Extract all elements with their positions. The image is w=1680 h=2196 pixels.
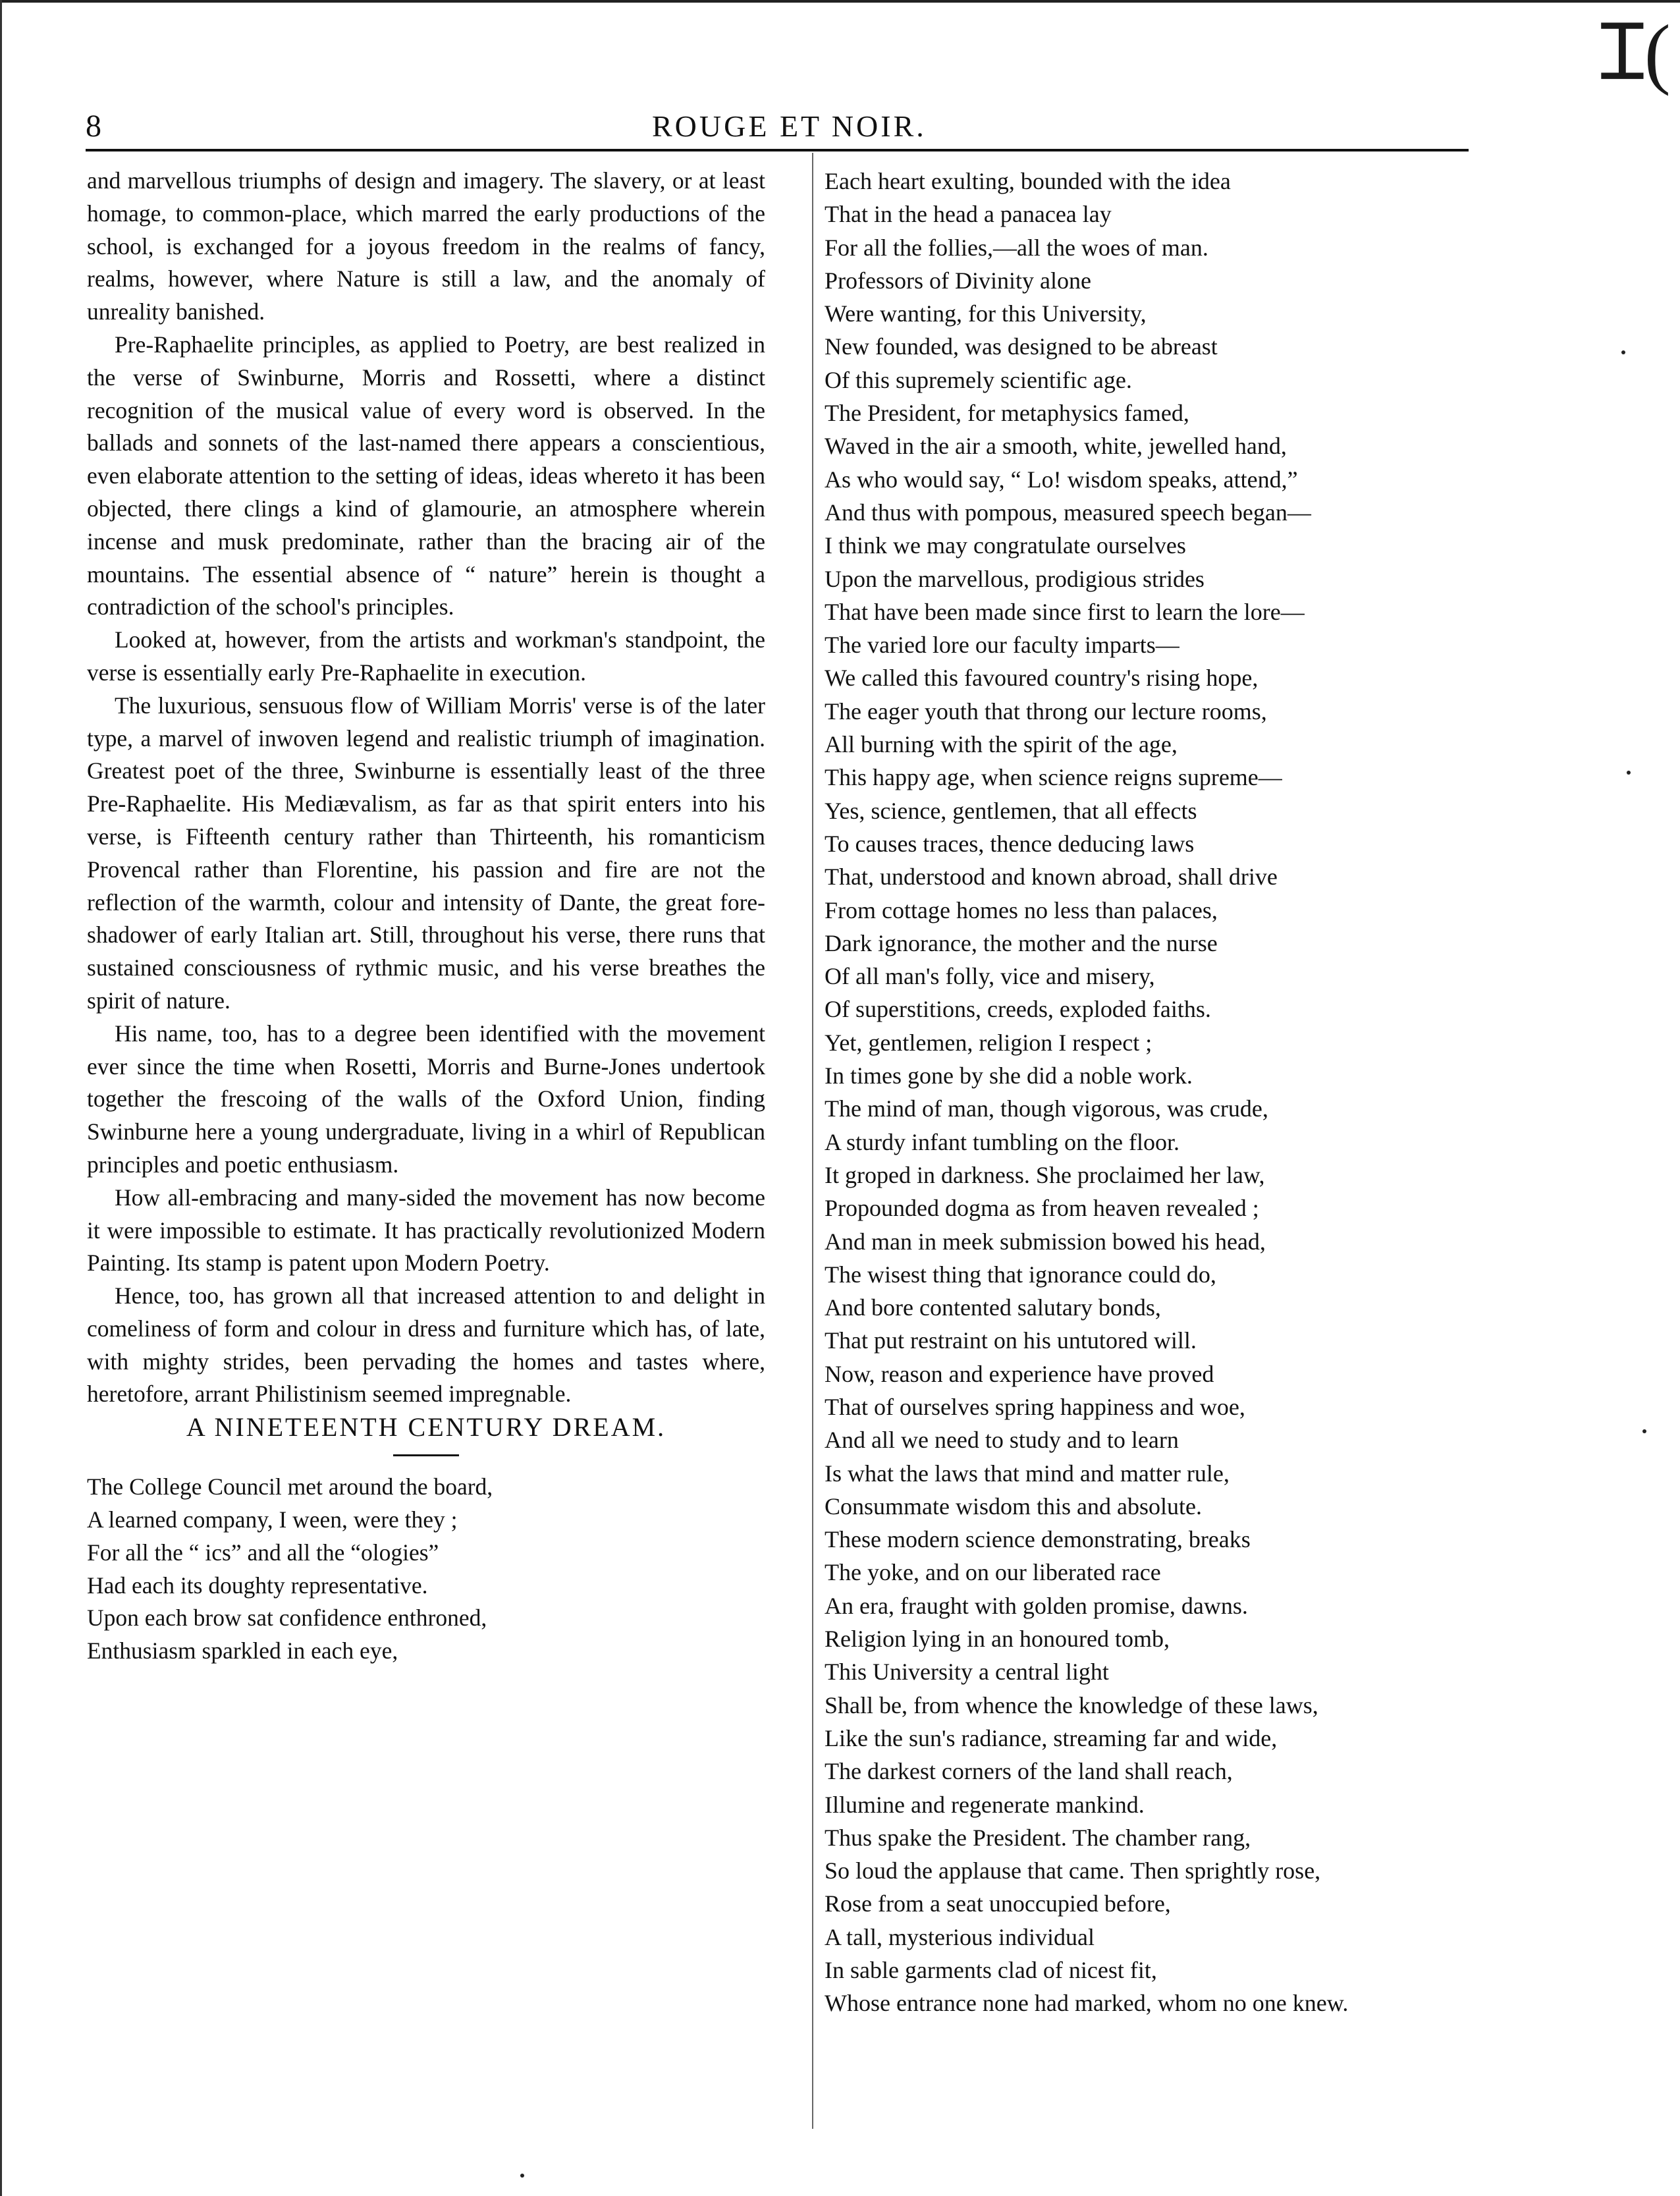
poem-line: Like the sun's radiance, streaming far and wide, <box>825 1724 1278 1751</box>
corner-mark: Ɪ( <box>1600 9 1671 96</box>
scan-speck <box>1627 771 1631 775</box>
poem-line: Religion lying in an honoured tomb, <box>825 1626 1170 1653</box>
poem-line: So loud the applause that came. Then sprightly rose, <box>825 1857 1321 1884</box>
poem-line: Of superstitions, creeds, exploded faiths. <box>825 996 1211 1023</box>
poem-line: And bore contented salutary bonds, <box>825 1294 1161 1321</box>
poem-line: A learned company, I ween, were they ; <box>87 1506 458 1533</box>
poem-line: Is what the laws that mind and matter rule, <box>825 1460 1230 1487</box>
poem-line: Enthusiasm sparkled in each eye, <box>87 1637 398 1664</box>
poem-line: The wisest thing that ignorance could do, <box>825 1261 1216 1288</box>
poem-line: Yes, science, gentlemen, that all effects <box>825 797 1197 824</box>
poem-line: That put restraint on his untutored will. <box>825 1327 1197 1354</box>
paragraph: Looked at, however, from the artists and workman's standpoint, the verse is essentially early Pre-Raphaelite in execution. <box>87 626 765 686</box>
poem-line: These modern science demonstrating, breaks <box>825 1526 1251 1553</box>
poem-line: I think we may congratulate ourselves <box>825 532 1186 559</box>
poem-line: In times gone by she did a noble work. <box>825 1062 1193 1089</box>
poem-line: The yoke, and on our liberated race <box>825 1559 1161 1586</box>
poem-line: The College Council met around the board, <box>87 1473 493 1500</box>
scan-speck <box>520 2174 524 2178</box>
poem-line: Of all man's folly, vice and misery, <box>825 963 1155 990</box>
poem-line: Waved in the air a smooth, white, jewelled hand, <box>825 433 1287 460</box>
poem-line: For all the follies,—all the woes of man. <box>825 234 1208 261</box>
poem-line: This happy age, when science reigns supreme— <box>825 764 1282 791</box>
poem-line: This University a central light <box>825 1659 1109 1686</box>
poem-line: Had each its doughty representative. <box>87 1572 428 1599</box>
poem-opening-lines <box>87 1471 765 1668</box>
poem-line: An era, fraught with golden promise, dawns. <box>825 1592 1248 1619</box>
poem-line: Illumine and regenerate mankind. <box>825 1791 1145 1818</box>
poem-line: And man in meek submission bowed his head, <box>825 1228 1266 1255</box>
scan-edge-top <box>0 0 1680 17</box>
poem-line: In sable garments clad of nicest fit, <box>825 1957 1157 1984</box>
scan-speck <box>1642 1429 1646 1433</box>
poem-line: A tall, mysterious individual <box>825 1923 1095 1950</box>
poem-line: That of ourselves spring happiness and woe, <box>825 1393 1245 1420</box>
poem-line: Rose from a seat unoccupied before, <box>825 1890 1171 1917</box>
scan-speck <box>1621 350 1625 354</box>
left-column <box>87 165 765 1668</box>
poem-line: For all the “ ics” and all the “ologies” <box>87 1539 439 1566</box>
running-title: ROUGE ET NOIR. <box>652 109 927 143</box>
right-column-poem <box>825 165 1483 2020</box>
poem-title-rule <box>393 1454 459 1456</box>
poem-line: Dark ignorance, the mother and the nurse <box>825 929 1218 956</box>
poem-line: A sturdy infant tumbling on the floor. <box>825 1128 1179 1155</box>
poem-line: New founded, was designed to be abreast <box>825 333 1218 360</box>
poem-line: The mind of man, though vigorous, was crude, <box>825 1095 1268 1122</box>
poem-line: The President, for metaphysics famed, <box>825 400 1189 427</box>
poem-line: Were wanting, for this University, <box>825 300 1147 327</box>
poem-line: Upon each brow sat confidence enthroned, <box>87 1605 487 1632</box>
poem-line: From cottage homes no less than palaces, <box>825 896 1218 923</box>
poem-line: That in the head a panacea lay <box>825 201 1112 228</box>
poem-line: Thus spake the President. The chamber rang, <box>825 1824 1251 1851</box>
poem-line: Shall be, from whence the knowledge of these laws, <box>825 1691 1318 1718</box>
poem-title: A NINETEENTH CENTURY DREAM. <box>186 1412 666 1442</box>
poem-line: That, understood and known abroad, shall drive <box>825 864 1278 891</box>
poem-line: Consummate wisdom this and absolute. <box>825 1493 1202 1520</box>
poem-line: Upon the marvellous, prodigious strides <box>825 565 1205 592</box>
poem-line: We called this favoured country's rising hope, <box>825 665 1259 692</box>
poem-line: It groped in darkness. She proclaimed her law, <box>825 1161 1265 1188</box>
poem-line: To causes traces, thence deducing laws <box>825 830 1195 857</box>
paragraph: and marvellous triumphs of design and imagery. The slavery, or at least homage, to common-place, which marred the early productions of the school, is exchanged for a joyous freedom in the realms of fancy, realms, however, where Nature is still a law, and the anomaly of unreality banished. <box>87 167 765 325</box>
poem-line: All burning with the spirit of the age, <box>825 731 1178 758</box>
header-rule <box>86 149 1469 151</box>
running-head <box>86 105 1469 148</box>
poem-line: Yet, gentlemen, religion I respect ; <box>825 1029 1152 1056</box>
paragraph: His name, too, has to a degree been identified with the movement ever since the time when Rosetti, Morris and Burne-Jones undertook together the frescoing of the walls of the Oxford Union, finding Swinburne here a young undergraduate, living in a whirl of Republican principles and poetic enthusiasm. <box>87 1020 765 1178</box>
page-number: 8 <box>86 109 101 144</box>
poem-line: Propounded dogma as from heaven revealed ; <box>825 1195 1259 1222</box>
poem-line: Now, reason and experience have proved <box>825 1360 1214 1387</box>
poem-line: Each heart exulting, bounded with the idea <box>825 168 1231 194</box>
poem-line: The eager youth that throng our lecture rooms, <box>825 698 1267 725</box>
poem-line: That have been made since first to learn the lore— <box>825 598 1305 625</box>
column-divider <box>812 153 813 2129</box>
poem-line: Of this supremely scientific age. <box>825 366 1132 393</box>
paragraph: How all-embracing and many-sided the movement has now become it were impossible to estimate. It has practically revolutionized Modern Painting. Its stamp is patent upon Modern Poetry. <box>87 1184 765 1276</box>
paragraph: The luxurious, sensuous flow of William Morris' verse is of the later type, a marvel of inwoven legend and realistic triumph of imagination. Greatest poet of the three, Swinburne is essentially least of the three Pre-Raphaelite. His Mediævalism, as far as that spirit enters into his verse, is Fifteenth century rather than Thirteenth, his romanticism Provencal rather than Florentine, his passion and fire are not the reflection of the warmth, colour and intensity of Dante, the great fore-shadower of early Italian art. Still, throughout his verse, there runs that sustained consciousness of rythmic music, and his verse breathes the spirit of nature. <box>87 692 765 1014</box>
poem-line: And all we need to study and to learn <box>825 1427 1179 1454</box>
poem-line: The varied lore our faculty imparts— <box>825 632 1179 659</box>
poem-line: And thus with pompous, measured speech began— <box>825 499 1311 526</box>
scan-edge-left <box>0 0 10 2196</box>
paragraph: Pre-Raphaelite principles, as applied to Poetry, are best realized in the verse of Swinburne, Morris and Rossetti, where a distinct recognition of the musical value of every word is observed. In the ballads and sonnets of the last-named there appears a conscientious, even elaborate attention to the setting of ideas, ideas whereto it has been objected, there clings a kind of glamourie, an atmosphere wherein incense and musk predominate, rather than the bracing air of the mountains. The essential absence of “ nature” herein is thought a contradiction of the school's principles. <box>87 331 765 620</box>
paragraph: Hence, too, has grown all that increased attention to and delight in comeliness of form and colour in dress and furniture which has, of late, with mighty strides, been pervading the homes and tastes where, heretofore, arrant Philistinism seemed impregnable. <box>87 1282 765 1408</box>
poem-line: The darkest corners of the land shall reach, <box>825 1758 1233 1785</box>
poem-line: As who would say, “ Lo! wisdom speaks, attend,” <box>825 466 1298 493</box>
poem-line: Professors of Divinity alone <box>825 267 1091 294</box>
poem-line: Whose entrance none had marked, whom no one knew. <box>825 1990 1349 2017</box>
